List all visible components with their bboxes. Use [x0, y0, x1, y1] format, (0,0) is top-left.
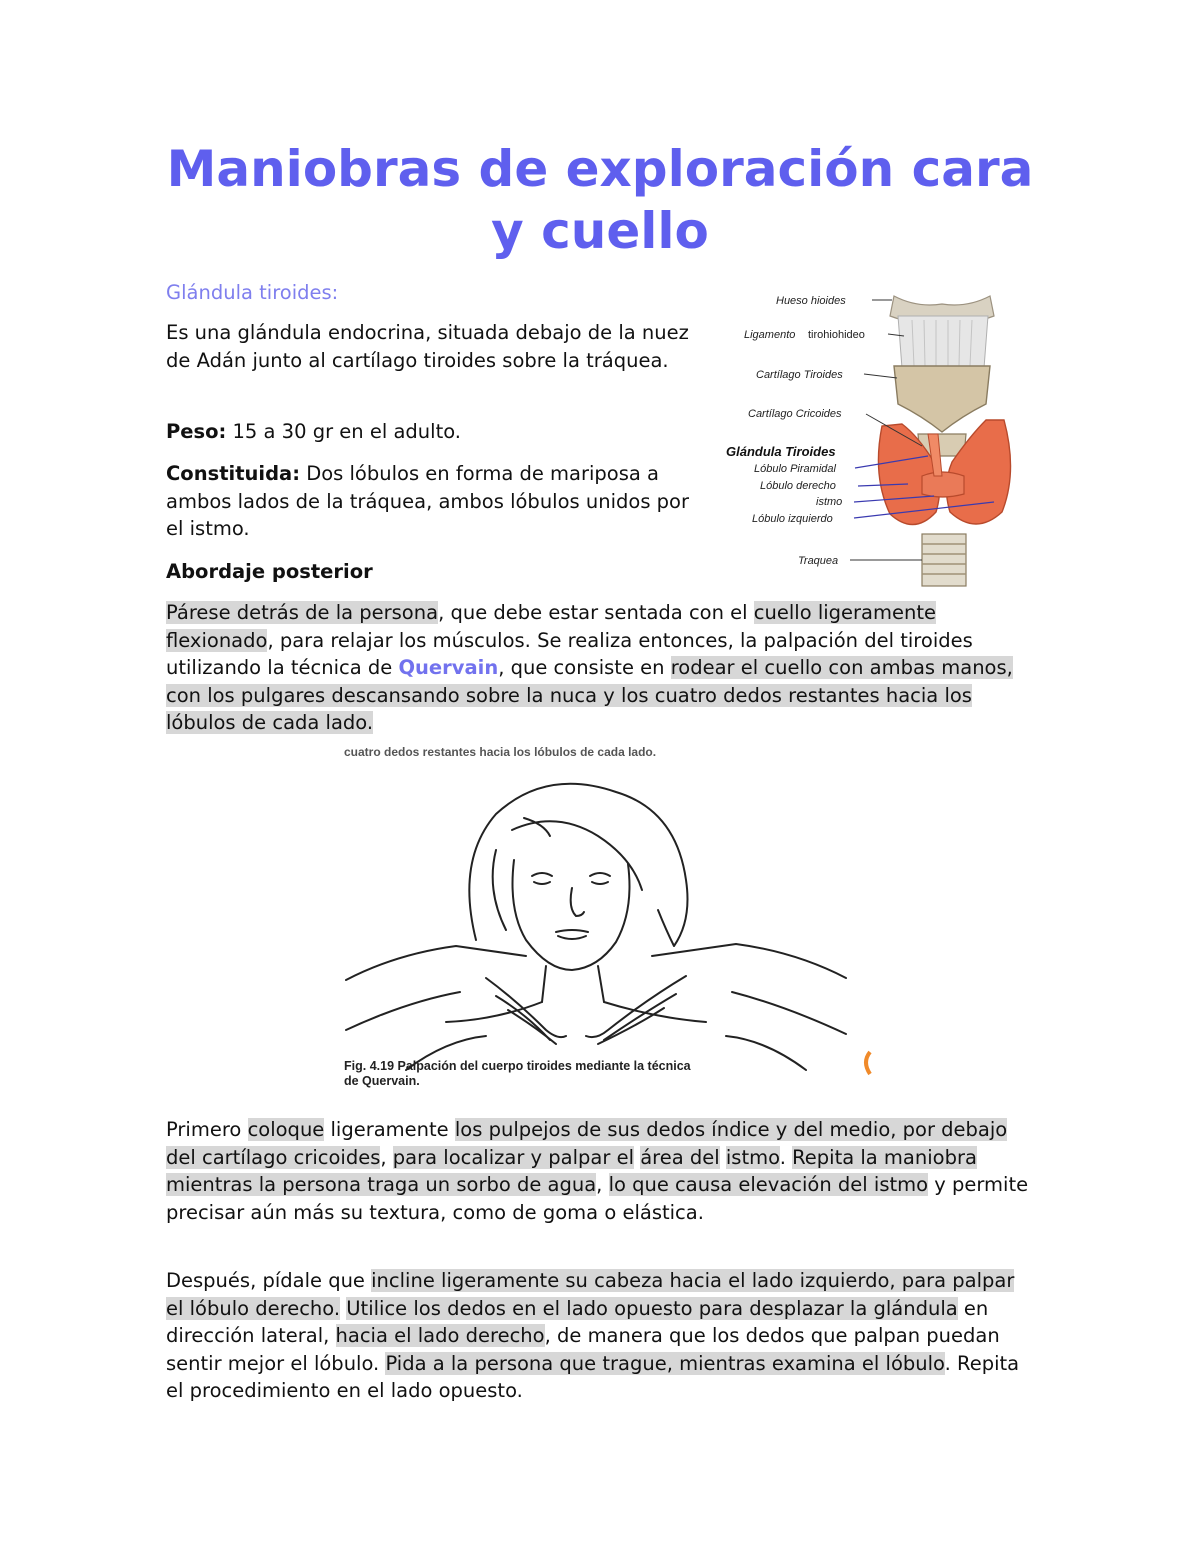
p2-span-5: , — [380, 1145, 393, 1169]
p3-span-6: hacia el lado derecho — [335, 1324, 545, 1347]
abordaje-span-6: , que consiste en — [498, 656, 671, 679]
label-lobulo-piramidal: Lóbulo Piramidal — [754, 463, 836, 475]
label-traquea: Traquea — [798, 555, 839, 567]
abordaje-paragraph — [166, 599, 1036, 737]
constituida-paragraph — [166, 460, 706, 543]
abordaje-span-4: , para relajar los músculos. Se realiza entonces, la palpación del tiroides utilizando la técnica de — [166, 628, 973, 679]
section-heading-tiroides: Glándula tiroides: — [166, 281, 339, 304]
abordaje-span-7: rodear el cuello con ambas manos, con los pulgares descansando sobre la nuca y los cuatro dedos restantes hacia los lóbulos de cada lado. — [166, 656, 1013, 734]
p2-span-14: lo que causa elevación del istmo — [608, 1173, 929, 1196]
thyroid-isthmus-shape — [922, 472, 964, 497]
face-outline — [513, 860, 630, 970]
peso-value: 15 a 30 gr en el adulto. — [226, 420, 461, 443]
p2-span-9 — [720, 1146, 726, 1169]
p2-span-15: y permite precisar aún más su textura, como de goma o elástica. — [166, 1173, 1029, 1224]
title-line-1: Maniobras de exploración cara — [166, 140, 1034, 198]
left-arm-outline — [346, 946, 526, 980]
p2-span-10: istmo — [725, 1145, 780, 1169]
figure2-caption-line-2: de Quervain. — [344, 1074, 420, 1088]
abordaje-span-1: Párese detrás de la persona — [166, 601, 439, 624]
thyrohyoid-membrane-shape — [898, 316, 988, 368]
abordaje-span-2: , que debe estar sentada con el — [438, 601, 754, 624]
p2-span-3: ligeramente — [324, 1118, 455, 1141]
peso-label: Peso: — [166, 420, 227, 443]
figure2-top-text: cuatro dedos restantes hacia los lóbulos de cada lado. — [344, 745, 657, 759]
p3-span-7: , de manera que los dedos que palpan puedan sentir mejor el lóbulo. — [166, 1324, 1000, 1375]
label-lobulo-derecho: Lóbulo derecho — [760, 480, 836, 492]
constituida-value: Dos lóbulos en forma de mariposa a ambos lados de la tráquea, ambos lóbulos unidos por el istmo. — [166, 462, 690, 540]
abordaje-heading-text: Abordaje posterior — [166, 560, 373, 583]
page-title — [150, 138, 1050, 262]
constituida-label: Constituida: — [166, 462, 301, 485]
figure2-caption-line-1: Fig. 4.19 Palpación del cuerpo tiroides mediante la técnica — [344, 1059, 691, 1073]
p2-span-11: . — [779, 1145, 793, 1169]
paragraph-despues — [166, 1267, 1036, 1405]
tiroides-description: Es una glándula endocrina, situada debajo de la nuez de Adán junto al cartílago tiroides sobre la tráquea. — [166, 321, 689, 372]
label-istmo: istmo — [816, 496, 843, 508]
p2-span-4: los pulpejos de sus dedos índice y del medio, por debajo del cartílago cricoides — [166, 1118, 1008, 1169]
abordaje-heading — [166, 558, 706, 586]
p2-span-2: coloque — [247, 1118, 325, 1141]
title-line-2: y cuello — [491, 202, 709, 260]
orange-margin-mark — [866, 1052, 870, 1074]
p2-span-13: , — [596, 1173, 609, 1196]
abordaje-span-3: cuello ligeramente flexionado — [166, 601, 936, 652]
label-ligamento-a: Ligamento — [744, 329, 796, 341]
p3-span-5: en dirección lateral, — [166, 1296, 989, 1347]
quervain-technique-figure — [336, 740, 876, 1090]
p2-span-8: área del — [640, 1145, 720, 1169]
p2-span-6: para localizar y palpar el — [392, 1145, 634, 1169]
right-arm-outline — [652, 944, 846, 978]
peso-paragraph — [166, 418, 706, 446]
label-glandula: Glándula Tiroides — [726, 444, 836, 459]
thyroid-cartilage-shape — [894, 366, 990, 432]
p3-span-4: Utilice los dedos en el lado opuesto para desplazar la glándula — [346, 1296, 958, 1320]
p3-span-9: . Repita el procedimiento en el lado opuesto. — [166, 1351, 1020, 1402]
label-lobulo-izquierdo: Lóbulo izquierdo — [752, 513, 833, 525]
trachea-shape — [922, 534, 966, 586]
label-hueso: Hueso hioides — [776, 295, 846, 307]
p3-span-2: incline ligeramente su cabeza hacia el lado izquierdo, para palpar el lóbulo derecho. — [166, 1269, 1015, 1320]
paragraph-primero — [166, 1116, 1036, 1226]
label-cartilago-cricoides: Cartílago Cricoides — [748, 408, 842, 420]
quervain-link[interactable]: Quervain — [398, 656, 499, 679]
p2-span-12: Repita la maniobra mientras la persona traga un sorbo de agua — [166, 1145, 977, 1196]
p2-span-1: Primero — [166, 1118, 248, 1141]
p3-span-1: Después, pídale que — [166, 1269, 372, 1292]
p3-span-8: Pida a la persona que trague, mientras examina el lóbulo — [385, 1351, 945, 1375]
label-cartilago-tiroides: Cartílago Tiroides — [756, 369, 843, 381]
thyroid-anatomy-figure — [722, 286, 1040, 590]
label-ligamento-b: tirohiohideo — [808, 329, 865, 341]
